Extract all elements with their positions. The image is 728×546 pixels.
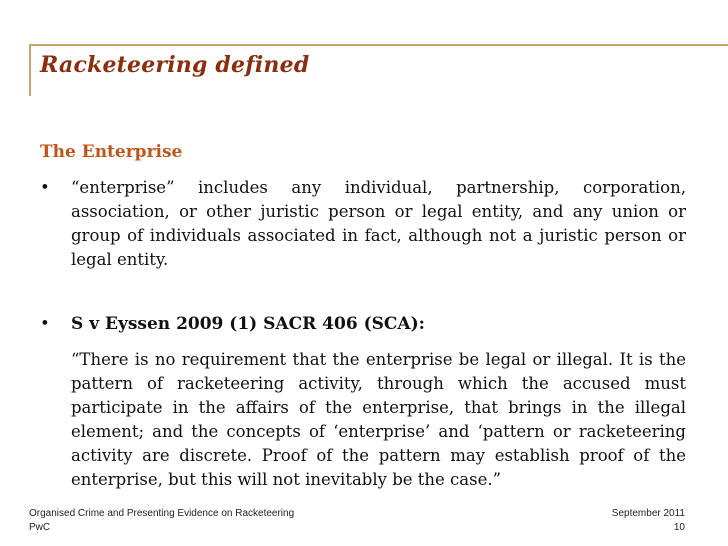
title-rule-vertical	[29, 44, 31, 96]
footer-organisation: PwC	[29, 522, 51, 533]
footer-date: September 2011	[611, 508, 685, 519]
slide-title: Racketeering defined	[40, 52, 310, 78]
bullet-case-citation	[40, 312, 686, 336]
bullet-text: “enterprise” includes any individual, partnership, corporation, association, or other juristic person or legal entity, and any union or group of individuals associated in fact, although not a juristic person or legal entity.	[71, 178, 686, 269]
section-heading: The Enterprise	[40, 142, 183, 162]
bullet-marker: •	[40, 314, 50, 333]
footer-presentation-title: Organised Crime and Presenting Evidence on Racketeering	[29, 508, 295, 519]
case-quote: “There is no requirement that the enterprise be legal or illegal. It is the pattern of racketeering activity, through which the accused must participate in the affairs of the enterprise, that brings in the illegal element; and the concepts of ‘enterprise’ and ‘pattern or racketeering activity are discrete. Proof of the pattern may establish proof of the enterprise, but this will not inevitably be the case.”	[71, 350, 686, 489]
bullet-enterprise-definition	[40, 176, 686, 272]
bullet-marker: •	[40, 178, 50, 197]
title-rule-horizontal	[29, 44, 728, 46]
footer-page-number: 10	[673, 522, 685, 533]
case-citation: S v Eyssen 2009 (1) SACR 406 (SCA):	[71, 314, 425, 334]
